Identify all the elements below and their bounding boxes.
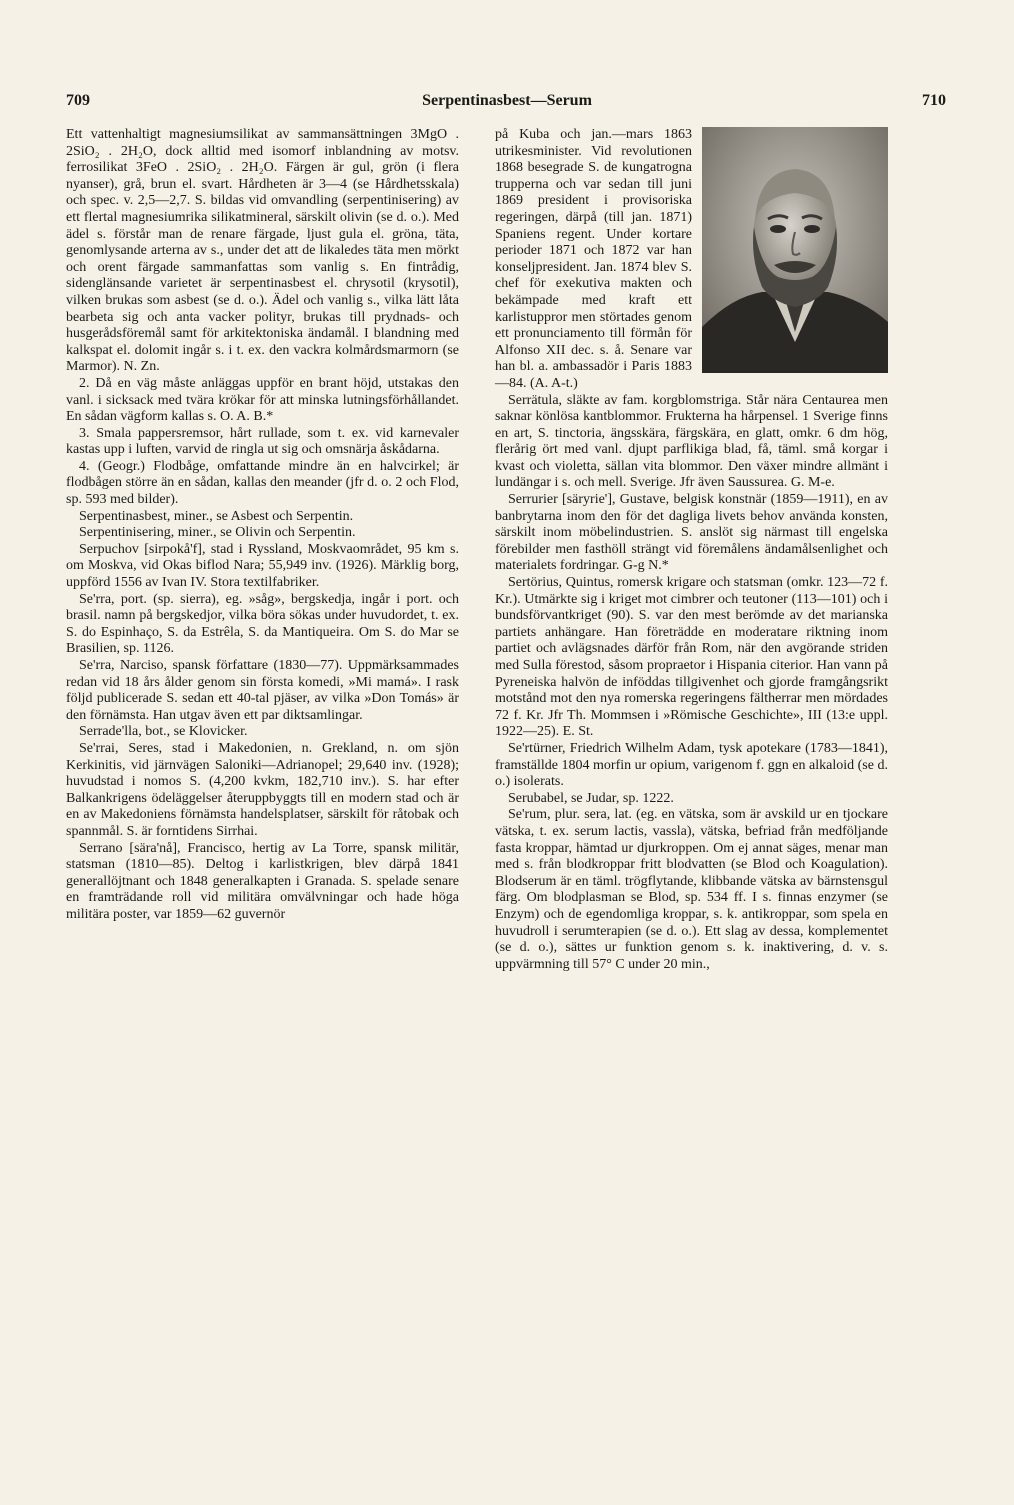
entry-serratula: Serrätula, släkte av fam. korgblomstriga. Står nära Centaurea men saknar könlösa kantblommor. Frukterna ha hårpensel. 1 Sverige finns en art, S. tinctoria, ängsskära, färgskära, en glatt, omkr. 6 dm hög, flerårig ört med vanl. djupt parflikiga blad, få, täml. små korgar i kvast och violetta, sällan vita blommor. Den växer mindre allmänt i lundängar i s. och mell. Sverige. Jfr även Saussurea. G. M-e. xyxy=(495,392,888,491)
entry-sertorius: Sertörius, Quintus, romersk krigare och statsman (omkr. 123—72 f. Kr.). Utmärkte sig i kriget mot cimbrer och teutoner (113—101) och i bundsförvantkriget (90). S. var den mest berömde av det marianska partiets anhängare. Han företrädde en moderatare riktning inom partiet och avlägsnades därför från Rom, när den avgörande striden med Sulla förestod, såsom propraetor i Hispania citerior. Han vann på Pyreneiska halvön de inföddas tillgivenhet och gjorde framgångsrikt motstånd mot den nya romerska regeringens fältherrar men mördades 72 f. Kr. Jfr Th. Mommsen i »Römische Geschichte», III (13:e uppl. 1922—25). E. St. xyxy=(495,575,888,740)
entry-serum: Se'rum, plur. sera, lat. (eg. en vätska, som är avskild ur en tjockare vätska, t. ex. serum lactis, vassla), vätska, befriad från medföljande fasta kroppar, hämtad ur djurkroppen. Om ej annat säges, menar man med s. från blodkroppar fritt blodvatten (se Blod och Koagulation). Blodserum är en täml. trögflytande, klibbande vätska av bärnstensgul färg. Om blodplasman se Blod, sp. 534 ff. I s. finnas enzymer (se Enzym) och de egendomliga kroppar, s. k. antikroppar, som spela en huvudroll i serumterapien (se d. o.). Ett slag av dessa, komplementet (se d. o.), sättes ur funktion genom s. k. inaktivering, d. v. s. uppvärmning till 57° C under 20 min., xyxy=(495,807,888,972)
entry-serturner: Se'rtürner, Friedrich Wilhelm Adam, tysk apotekare (1783—1841), framställde 1804 morfin ur opium, varigenom f. ggn en alkaloid (se d. o.) isolerats. xyxy=(495,740,888,790)
entry-serubabel: Serubabel, se Judar, sp. 1222. xyxy=(508,790,674,806)
entry-serpuchov: Serpuchov [sirpokå'f], stad i Ryssland, Moskvaområdet, 95 km s. om Moskva, vid Okas biflod Nara; 55,949 inv. (1926). Märklig borg, uppförd 1556 av Ivan IV. Stora textilfabriker. xyxy=(66,541,459,591)
entry-serrano-continued: på Kuba och jan.—mars 1863 utrikesminister. Vid revolutionen 1868 besegrade S. de kungatrogna trupperna och var sedan till juni 1869 president i provisoriska regeringen, därpå (till jan. 1871) Spaniens regent. Under kortare perioder 1871 och 1872 var han konseljpresident. Jan. 1874 blev S. chef för exekutiva makten och bekämpade med kraft ett karlistuppror men störtades genom ett pronunciamento till förmån för Alfonso XII dec. s. å. Senare var han bl. a. ambassadör i Paris 1883—84. (A. A-t.) xyxy=(495,127,692,391)
entry-serrurier: Serrurier [säryrie'], Gustave, belgisk konstnär (1859—1911), en av banbrytarna inom den för det dagliga livets behov använda konsten, särskilt inom möbelindustrien. S. anslöt sig närmast till engelska förebilder men fasthöll strängt vid föremålens ändamålsenlighet och materialets fordringar. G-g N.* xyxy=(495,492,888,574)
entry-serpentinisering: Serpentinisering, miner., se Olivin och Serpentin. xyxy=(79,525,356,541)
entry-serrai: Se'rrai, Seres, stad i Makedonien, n. Grekland, n. om sjön Kerkinitis, vid järnvägen Saloniki—Adrianopel; 29,640 inv. (1928); huvudstad i nomos S. (4,200 kvkm, 182,710 inv.). S. har efter Balkankrigens ödeläggelser återuppbyggts till en modern stad och är en av Makedoniens förnämsta handelsplatser, särskilt för råtobak och spannmål. S. är forntidens Sirrhai. xyxy=(66,740,459,839)
entry-serpentin-continued: Ett vattenhaltigt magnesiumsilikat av sammansättningen 3MgO . 2SiO₂ . 2H₂O, dock alltid med isomorf inblandning av motsv. ferrosilikat 3FeO . 2SiO₂ . 2H₂O. Färgen är gul, grön (i flera nyanser), grå, brun el. svart. Hårdheten är 3—4 (se Hårdhetsskala) och spec. v. 2,5—2,7. S. bildas vid omvandling (serpentinisering) av ett flertal magnesiumrika silikatmineral, särskilt olivin (se d. o.). Med ädel s. förstår man de renare färgade, ljust gula el. gröna, täta, genomlysande arterna av s., under det att de likaledes täta men mörkt och orent färgade sammanfattas som vanlig s. En fintrådig, sidenglänsande varietet är serpentinasbest el. chrysotil (krysotil), vilken brukas som asbest (se d. o.). Ädel och vanlig s., vilka lätt låta bearbeta sig och anta vacker polityr, brukas till prydnads- och husgerådsföremål samt för arkitektoniska ändamål. I blandning med kalkspat el. dolomit ingår s. i t. ex. den vackra kolmårdsmarmorn (se Marmor). N. Zn. xyxy=(66,127,459,375)
entry-serrano: Serrano [sära'nå], Francisco, hertig av La Torre, spansk militär, statsman (1810—85). Deltog i karlistkrigen, blev därpå 1841 generallöjtnant och 1848 generalkapten i Granada. S. spelade senare en framträdande roll vid militära omvälvningar och hade höga militära poster, var 1859—62 guvernör xyxy=(66,840,459,922)
portrait-serrano-image xyxy=(702,127,888,373)
right-column xyxy=(495,127,888,973)
entry-serra-narciso: Se'rra, Narciso, spansk författare (1830—77). Uppmärksammades redan vid 18 års ålder genom sin första komedi, »Mi mamá». I rask följd publicerade S. sedan ett 40-tal pjäser, av vilka »Don Tomás» är den förnämsta. Han utgav även ett par diktsamlingar. xyxy=(66,658,459,723)
entry-serpentin-4: 4. (Geogr.) Flodbåge, omfattande mindre än en halvcirkel; är flodbågen större än en sådan, kallas den meander (jfr d. o. 2 och Flod, sp. 593 med bilder). xyxy=(66,458,459,508)
running-header-title: Serpentinasbest—Serum xyxy=(422,92,592,109)
entry-serpentin-2: 2. Då en väg måste anläggas uppför en brant höjd, utstakas den vanl. i sicksack med tvära krökar för att minska lutningsförhållandet. En sådan vägform kallas s. O. A. B.* xyxy=(66,375,459,425)
entry-serpentin-3: 3. Smala pappersremsor, hårt rullade, som t. ex. vid karnevaler kastas upp i luften, varvid de ringla ut sig och omsnärja åskådarna. xyxy=(66,425,459,458)
entry-serradella: Serrade'lla, bot., se Klovicker. xyxy=(79,724,248,740)
page-number-left: 709 xyxy=(66,92,90,109)
entry-serra: Se'rra, port. (sp. sierra), eg. »såg», bergskedja, ingår i port. och brasil. namn på bergskedjor, vilka böra sökas under huvudordet, t. ex. S. do Espinhaço, S. da Estrêla, S. da Mantiqueira. Om S. do Mar se Brasilien, sp. 1126. xyxy=(66,591,459,657)
left-column xyxy=(66,127,459,924)
page-number-right: 710 xyxy=(922,92,946,109)
entry-serpentinasbest: Serpentinasbest, miner., se Asbest och Serpentin. xyxy=(79,508,354,524)
